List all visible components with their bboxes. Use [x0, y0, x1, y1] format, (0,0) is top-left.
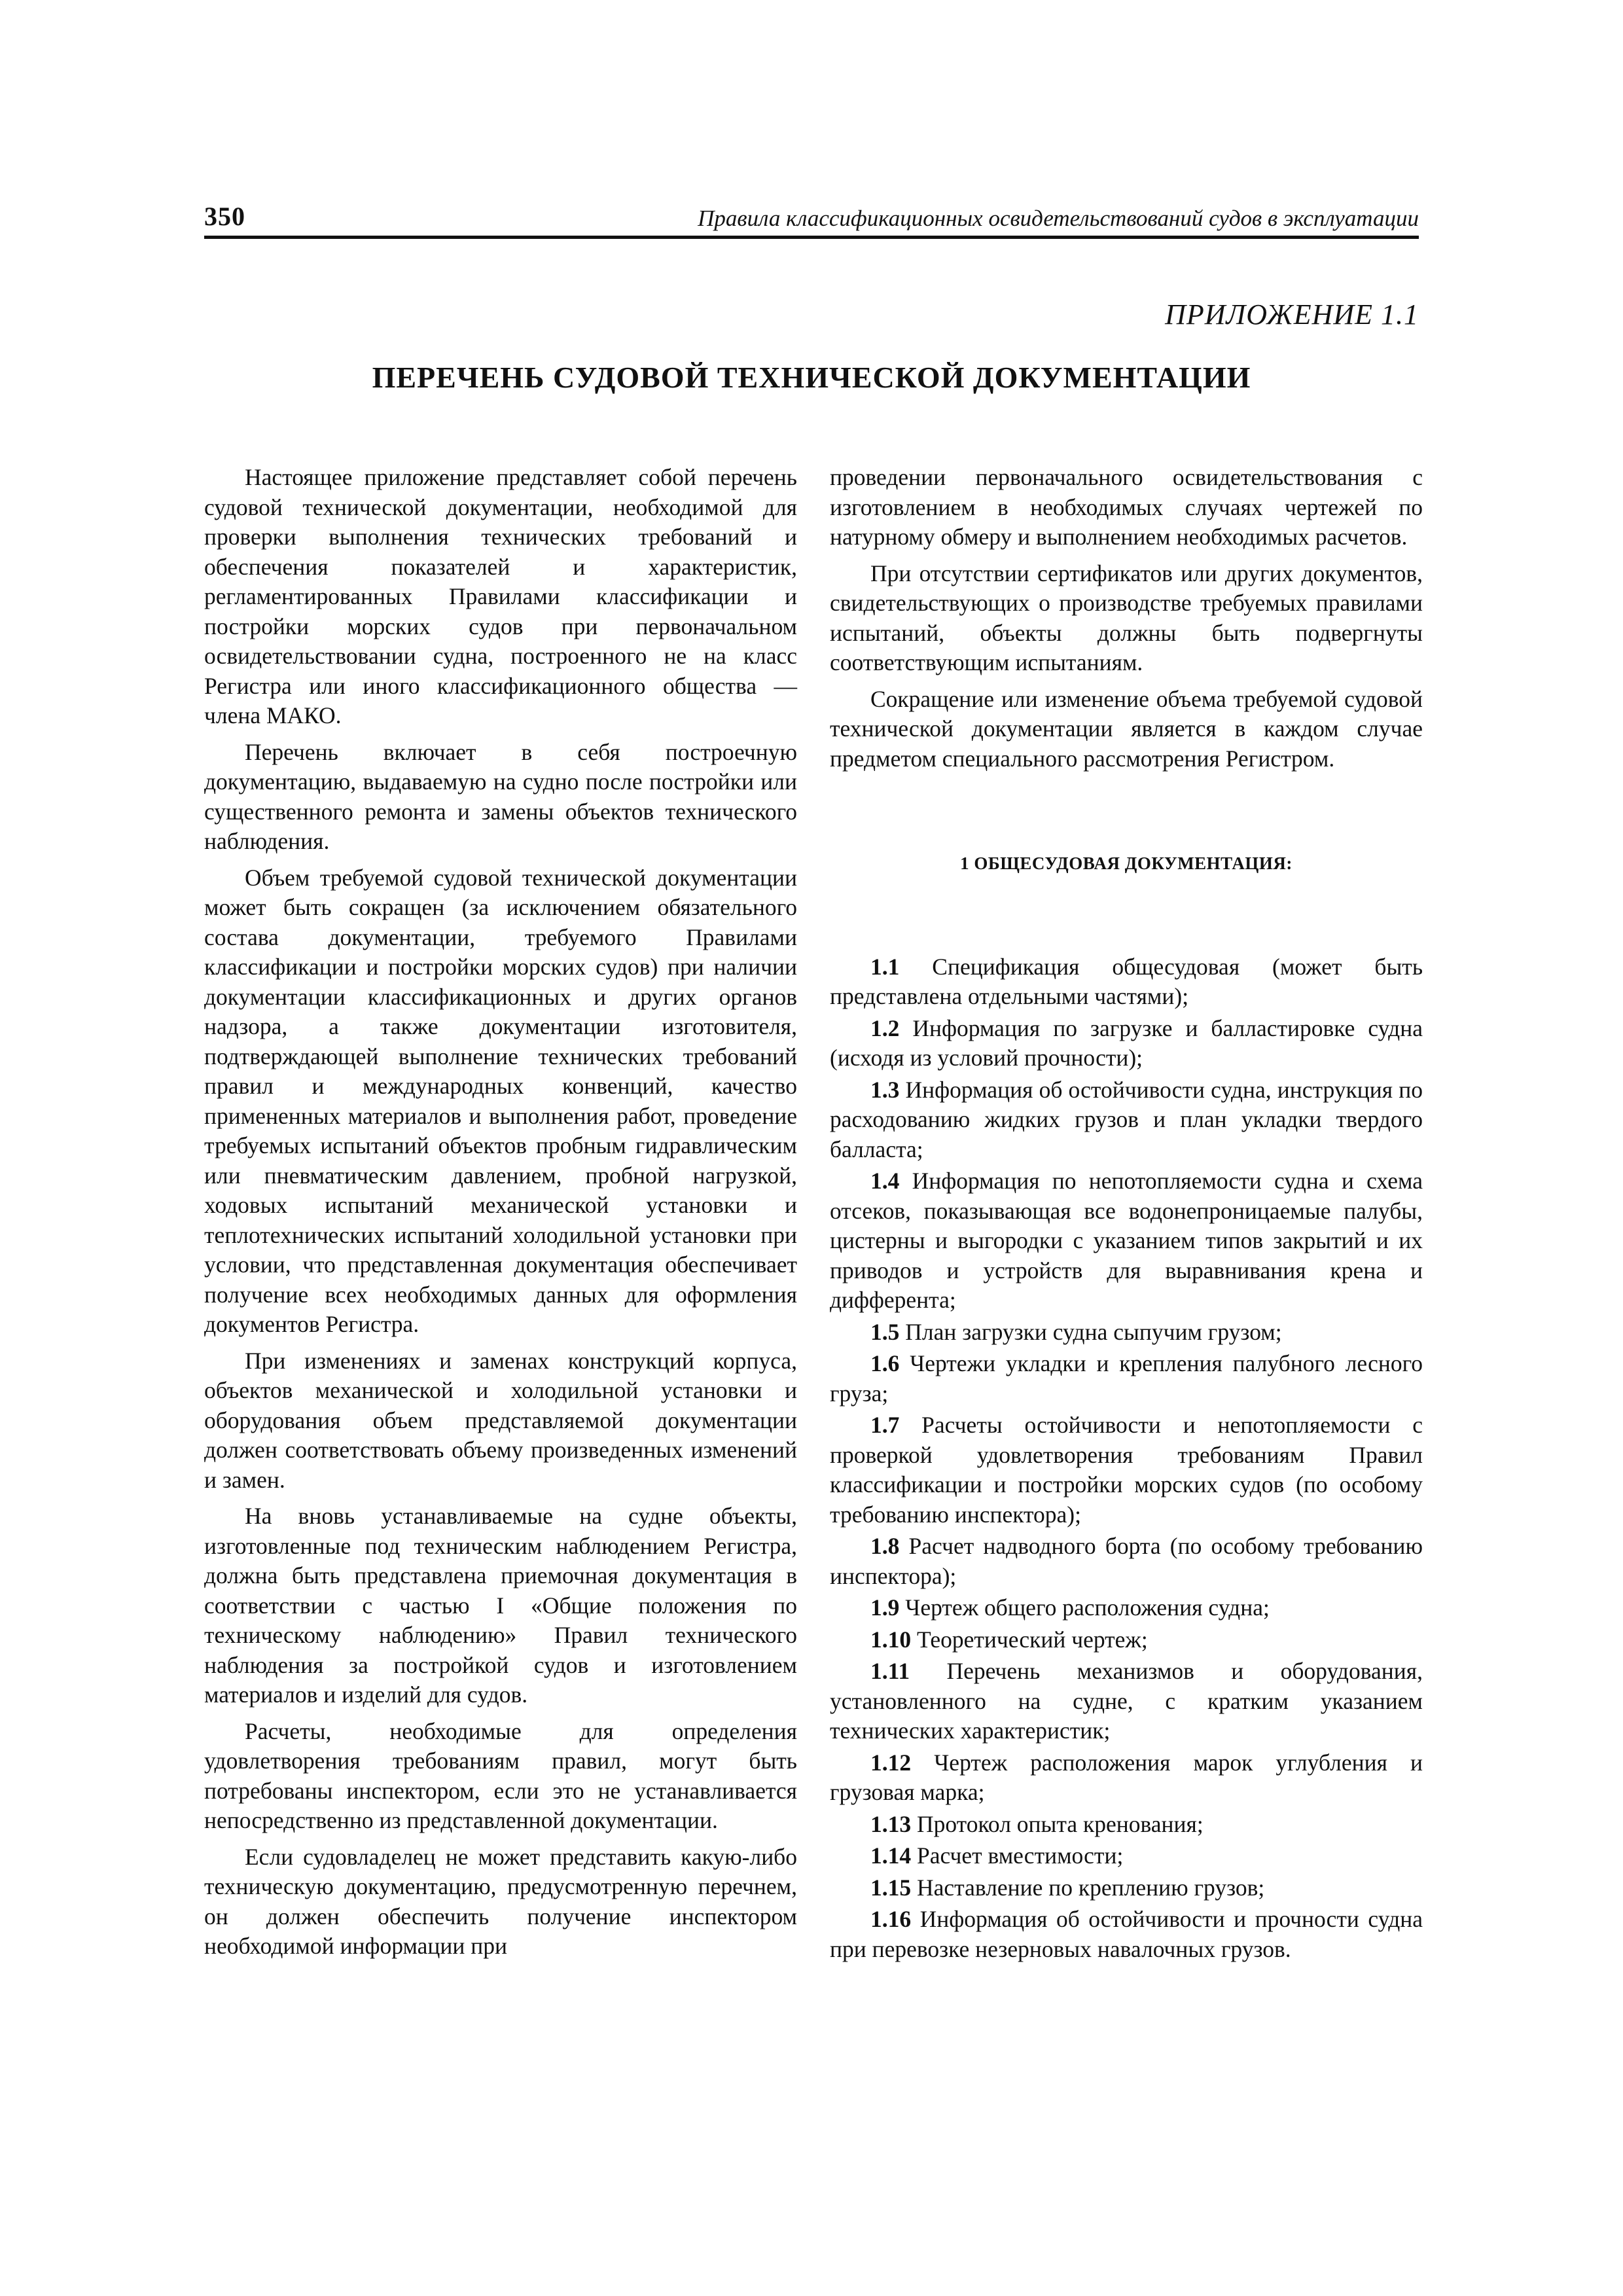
item-number: 1.3 — [870, 1076, 900, 1103]
paragraph: При отсутствии сертификатов или других документов, свидетельствующих о производстве требуемых правилами испытаний, объекты должны быть подвергнуты соответствующим испытаниям. — [830, 560, 1423, 675]
page-header — [204, 195, 1419, 239]
item-number: 1.13 — [870, 1810, 912, 1837]
item-text: Информация об остойчивости судна, инструкция по расходованию жидких грузов и план укладки твердого балласта; — [830, 1076, 1423, 1162]
paragraph: Расчеты, необходимые для определения удовлетворения требованиям правил, могут быть потребованы инспектором, если это не устанавливается непосредственно из представленной документации. — [204, 1717, 797, 1833]
list-item — [830, 1657, 1423, 1746]
item-number: 1.7 — [870, 1412, 900, 1438]
paragraph: На вновь устанавливаемые на судне объекты, изготовленные под техническим наблюдением Регистра, должна быть представлена приемочная документация в соответствии с частью I «Общие положения по техническому наблюдению» Правил технического наблюдения за постройкой судов и изготовлением материалов и изделий для судов. — [204, 1503, 797, 1708]
item-text: Расчеты остойчивости и непотопляемости с проверкой удовлетворения требованиям Правил классификации и постройки морских судов (по особому требованию инспектора); — [830, 1412, 1423, 1528]
running-title: Правила классификационных освидетельствований судов в эксплуатации — [698, 206, 1419, 231]
list-item — [830, 1625, 1423, 1655]
item-text: Спецификация общесудовая (может быть представлена отдельными частями); — [830, 953, 1423, 1009]
item-text: Расчет надводного борта (по особому требованию инспектора); — [830, 1533, 1423, 1589]
item-text: Наставление по креплению грузов; — [917, 1874, 1265, 1901]
item-number: 1.4 — [870, 1168, 900, 1194]
item-text: Чертеж общего расположения судна; — [905, 1594, 1270, 1621]
paragraph: Перечень включает в себя построечную документацию, выдаваемую на судно после постройки или существенного ремонта и замены объектов технического наблюдения. — [204, 738, 797, 854]
list-item — [830, 952, 1423, 1012]
item-text: План загрузки судна сыпучим грузом; — [905, 1318, 1282, 1345]
item-text: Теоретический чертеж; — [917, 1626, 1148, 1653]
item-text: Информация по непотопляемости судна и схема отсеков, показывающая все водонепроницаемые палубы, цистерны и выгородки с указанием типов закрытий и их приводов и устройств для выравнивания крена и дифферента; — [830, 1168, 1423, 1313]
item-number: 1.5 — [870, 1318, 900, 1345]
paragraph: Если судовладелец не может представить какую-либо техническую документацию, предусмотренную перечнем, он должен обеспечить получение инспектором необходимой информации при — [204, 1843, 797, 1959]
list-item — [830, 1873, 1423, 1903]
page-number: 350 — [204, 202, 245, 231]
right-column — [830, 463, 1423, 1966]
item-number: 1.8 — [870, 1533, 900, 1559]
item-number: 1.10 — [870, 1626, 912, 1653]
list-item — [830, 1748, 1423, 1808]
paragraph: Настоящее приложение представляет собой перечень судовой технической документации, необходимой для проверки выполнения технических требований и обеспечения показателей и характеристик, регламентированных Правилами классификации и постройки морских судов при первоначальном освидетельствовании судна, построенного не на класс Регистра или иного классификационного общества — члена МАКО. — [204, 464, 797, 728]
paragraph: При изменениях и заменах конструкций корпуса, объектов механической и холодильной установки и оборудования объем представляемой документации должен соответствовать объему произведенных изменений и замен. — [204, 1347, 797, 1493]
item-text: Чертежи укладки и крепления палубного лесного груза; — [830, 1350, 1423, 1407]
item-text: Перечень механизмов и оборудования, установленного на судне, с кратким указанием технических характеристик; — [830, 1658, 1423, 1744]
appendix-label: ПРИЛОЖЕНИЕ 1.1 — [1165, 298, 1419, 331]
item-text: Информация по загрузке и балластировке судна (исходя из условий прочности); — [830, 1014, 1423, 1071]
item-text: Протокол опыта кренования; — [917, 1810, 1204, 1837]
item-number: 1.1 — [870, 953, 900, 980]
list-item — [830, 1841, 1423, 1871]
list-item — [830, 1318, 1423, 1348]
item-text: Расчет вместимости; — [917, 1842, 1124, 1869]
item-number: 1.14 — [870, 1842, 912, 1869]
item-number: 1.6 — [870, 1350, 900, 1376]
list-item — [830, 1075, 1423, 1165]
paragraph: Объем требуемой судовой технической документации может быть сокращен (за исключением обязательного состава документации, требуемого Правилами классификации и постройки морских судов) при наличии документации классификационных и других органов надзора, а также документации изготовителя, подтверждающей выполнение технических требований правил и международных конвенций, качество примененных материалов и выполнения работ, проведение требуемых испытаний объектов пробным гидравлическим или пневматическим давлением, пробной нагрузкой, ходовых испытаний механической установки и теплотехнических испытаний холодильной установки при условии, что представленная документация обеспечивает получение всех необходимых данных для оформления документов Регистра. — [204, 864, 797, 1337]
section-heading: 1 ОБЩЕСУДОВАЯ ДОКУМЕНТАЦИЯ: — [960, 853, 1293, 873]
paragraph: проведении первоначального освидетельствования с изготовлением в необходимых случаях чертежей по натурному обмеру и выполнением необходимых расчетов. — [830, 464, 1423, 550]
page-title: ПЕРЕЧЕНЬ СУДОВОЙ ТЕХНИЧЕСКОЙ ДОКУМЕНТАЦИИ — [372, 361, 1251, 394]
list-item — [830, 1410, 1423, 1530]
left-column — [204, 463, 797, 1968]
list-item — [830, 1810, 1423, 1840]
list-item — [830, 1014, 1423, 1073]
list-item — [830, 1349, 1423, 1408]
item-number: 1.16 — [870, 1906, 912, 1932]
list-item — [830, 1532, 1423, 1591]
list-item — [830, 1593, 1423, 1623]
item-number: 1.9 — [870, 1594, 900, 1621]
item-number: 1.2 — [870, 1014, 900, 1041]
item-number: 1.15 — [870, 1874, 912, 1901]
item-number: 1.12 — [870, 1749, 912, 1776]
item-text: Информация об остойчивости и прочности судна при перевозке незерновых навалочных грузов. — [830, 1906, 1423, 1962]
list-item — [830, 1166, 1423, 1316]
item-number: 1.11 — [870, 1658, 910, 1684]
list-item — [830, 1905, 1423, 1964]
paragraph: Сокращение или изменение объема требуемой судовой технической документации является в каждом случае предметом специального рассмотрения Регистром. — [830, 685, 1423, 772]
item-text: Чертеж расположения марок углубления и грузовая марка; — [830, 1749, 1423, 1805]
